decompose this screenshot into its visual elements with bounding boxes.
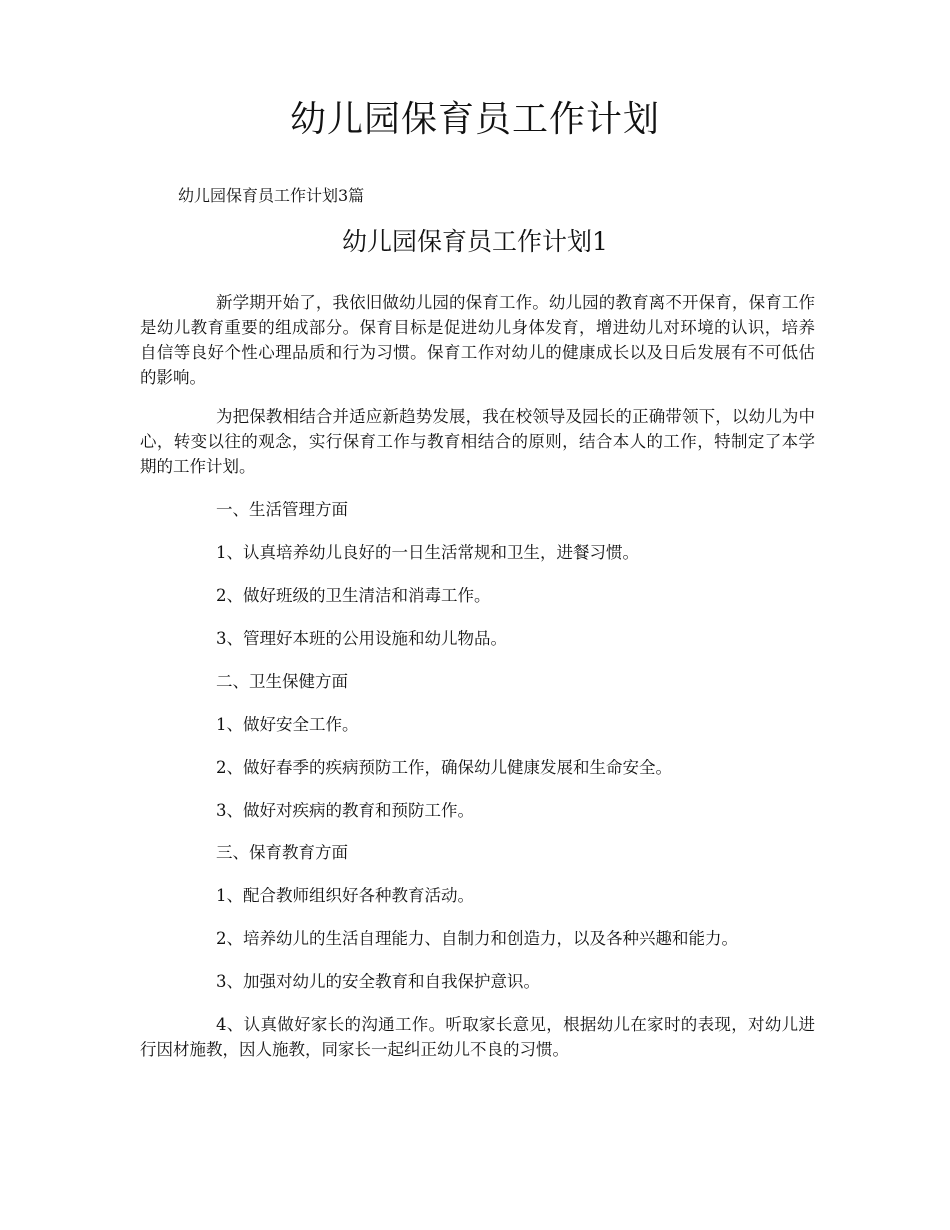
document-subtitle: 幼儿园保育员工作计划3篇 xyxy=(178,186,365,205)
section-title: 幼儿园保育员工作计划1 xyxy=(342,227,608,256)
list-line-0 xyxy=(140,497,815,522)
list-line-11 xyxy=(140,969,815,994)
list-line-9 xyxy=(140,883,815,908)
list-item: 2、做好春季的疾病预防工作，确保幼儿健康发展和生命安全。 xyxy=(216,758,672,777)
paragraph-intro xyxy=(140,290,815,390)
list-item: 一、生活管理方面 xyxy=(216,500,348,519)
paragraph-parents xyxy=(140,1012,815,1062)
list-line-6 xyxy=(140,755,815,780)
list-line-1 xyxy=(140,540,815,565)
list-line-5 xyxy=(140,712,815,737)
list-item: 二、卫生保健方面 xyxy=(216,672,348,691)
list-line-7 xyxy=(140,798,815,823)
list-line-2 xyxy=(140,583,815,608)
list-item: 2、培养幼儿的生活自理能力、自制力和创造力，以及各种兴趣和能力。 xyxy=(216,929,738,948)
list-item: 1、做好安全工作。 xyxy=(216,715,359,734)
list-item: 1、认真培养幼儿良好的一日生活常规和卫生，进餐习惯。 xyxy=(216,543,639,562)
paragraph: 4、认真做好家长的沟通工作。听取家长意见，根据幼儿在家时的表现，对幼儿进行因材施教，因人施教，同家长一起纠正幼儿不良的习惯。 xyxy=(140,1015,815,1059)
list-line-3 xyxy=(140,626,815,651)
paragraph-purpose xyxy=(140,404,815,479)
list-line-10 xyxy=(140,926,815,951)
list-line-4 xyxy=(140,669,815,694)
document-title: 幼儿园保育员工作计划 xyxy=(289,99,660,140)
list-item: 3、管理好本班的公用设施和幼儿物品。 xyxy=(216,629,507,648)
list-item: 1、配合教师组织好各种教育活动。 xyxy=(216,886,474,905)
paragraph: 为把保教相结合并适应新趋势发展，我在校领导及园长的正确带领下，以幼儿为中心，转变以往的观念，实行保育工作与教育相结合的原则，结合本人的工作，特制定了本学期的工作计划。 xyxy=(140,407,815,476)
list-item: 3、加强对幼儿的安全教育和自我保护意识。 xyxy=(216,972,540,991)
list-item: 3、做好对疾病的教育和预防工作。 xyxy=(216,801,474,820)
list-item: 2、做好班级的卫生清洁和消毒工作。 xyxy=(216,586,491,605)
paragraph: 新学期开始了，我依旧做幼儿园的保育工作。幼儿园的教育离不开保育，保育工作是幼儿教育重要的组成部分。保育目标是促进幼儿身体发育，增进幼儿对环境的认识，培养自信等良好个性心理品质和行为习惯。保育工作对幼儿的健康成长以及日后发展有不可低估的影响。 xyxy=(140,293,815,387)
list-item: 三、保育教育方面 xyxy=(216,843,348,862)
list-line-8 xyxy=(140,840,815,865)
